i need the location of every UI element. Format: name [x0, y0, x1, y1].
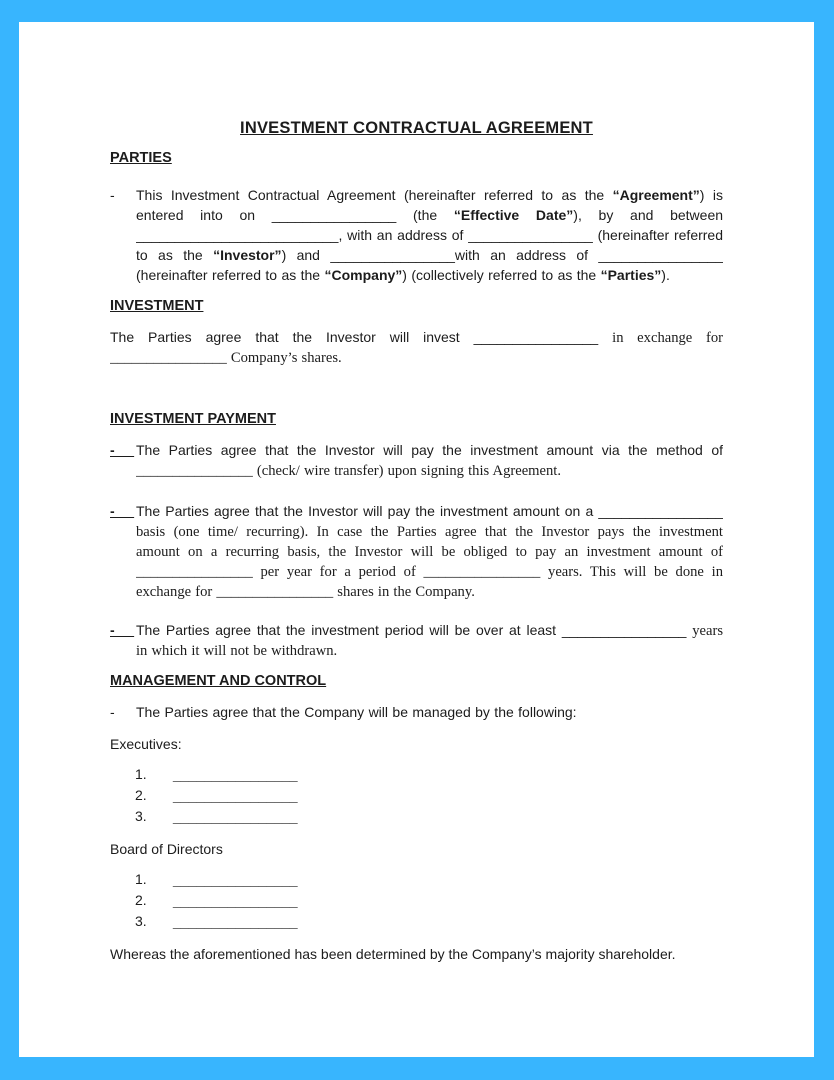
section-heading-management: MANAGEMENT AND CONTROL	[110, 673, 327, 689]
bullet-dash-underlined: -	[110, 442, 135, 458]
bullet-dash-underlined: -	[110, 622, 135, 638]
payment-bullet-1	[110, 440, 723, 480]
bullet-dash: -	[110, 187, 115, 203]
parties-bullet-paragraph	[110, 185, 723, 285]
bullet-dash-underlined: -	[110, 503, 135, 519]
section-heading-investment: INVESTMENT	[110, 298, 204, 314]
section-heading-parties: PARTIES	[110, 150, 172, 166]
payment-bullet-2	[110, 501, 723, 601]
board-of-directors-label: Board of Directors	[110, 841, 223, 857]
document-page	[19, 22, 814, 1057]
investment-paragraph-lines: The Parties agree that the Investor will invest ________________ in exchange for ________________ Company’s shares.	[110, 329, 723, 366]
executives-label: Executives:	[110, 736, 182, 752]
document-title: INVESTMENT CONTRACTUAL AGREEMENT	[240, 119, 593, 137]
payment-bullet-2-lines: The Parties agree that the Investor will pay the investment amount on a ________________ basis (one time/ recurring). In case the Parties agree that the Investor pays the investment amount on a recurring basis, the Investor will be obliged to pay an investment amount of ________________ per year for a period of ________________ years. This will be done in exchange for ________________ shares in the Company.	[136, 503, 723, 600]
bullet-dash: -	[110, 704, 115, 720]
investment-paragraph	[110, 327, 723, 367]
payment-bullet-3	[110, 620, 723, 660]
executives-blank-list: 1. ________________ 2. ________________ 3. ________________	[135, 766, 298, 824]
section-heading-investment-payment: INVESTMENT PAYMENT	[110, 411, 276, 427]
management-bullet-lines: The Parties agree that the Company will be managed by the following:	[136, 704, 577, 720]
closing-statement: Whereas the aforementioned has been determined by the Company’s majority shareholder.	[110, 946, 676, 962]
parties-bullet-lines: This Investment Contractual Agreement (hereinafter referred to as the “Agreement”) is entered into on ________________ (the “Effective Date”), by and between __________________________, with an address of ________________ (hereinafter referred to as the “Investor”) and ________________with an address of ________________ (hereinafter referred to as the “Company”) (collectively referred to as the “Parties”).	[136, 187, 723, 283]
payment-bullet-3-lines: The Parties agree that the investment period will be over at least ________________ years in which it will not be withdrawn.	[136, 622, 723, 659]
payment-bullet-1-lines: The Parties agree that the Investor will pay the investment amount via the method of ________________ (check/ wire transfer) upon signing this Agreement.	[136, 442, 723, 479]
board-blank-list: 1. ________________ 2. ________________ 3. ________________	[135, 871, 298, 929]
management-bullet-paragraph	[110, 702, 723, 722]
